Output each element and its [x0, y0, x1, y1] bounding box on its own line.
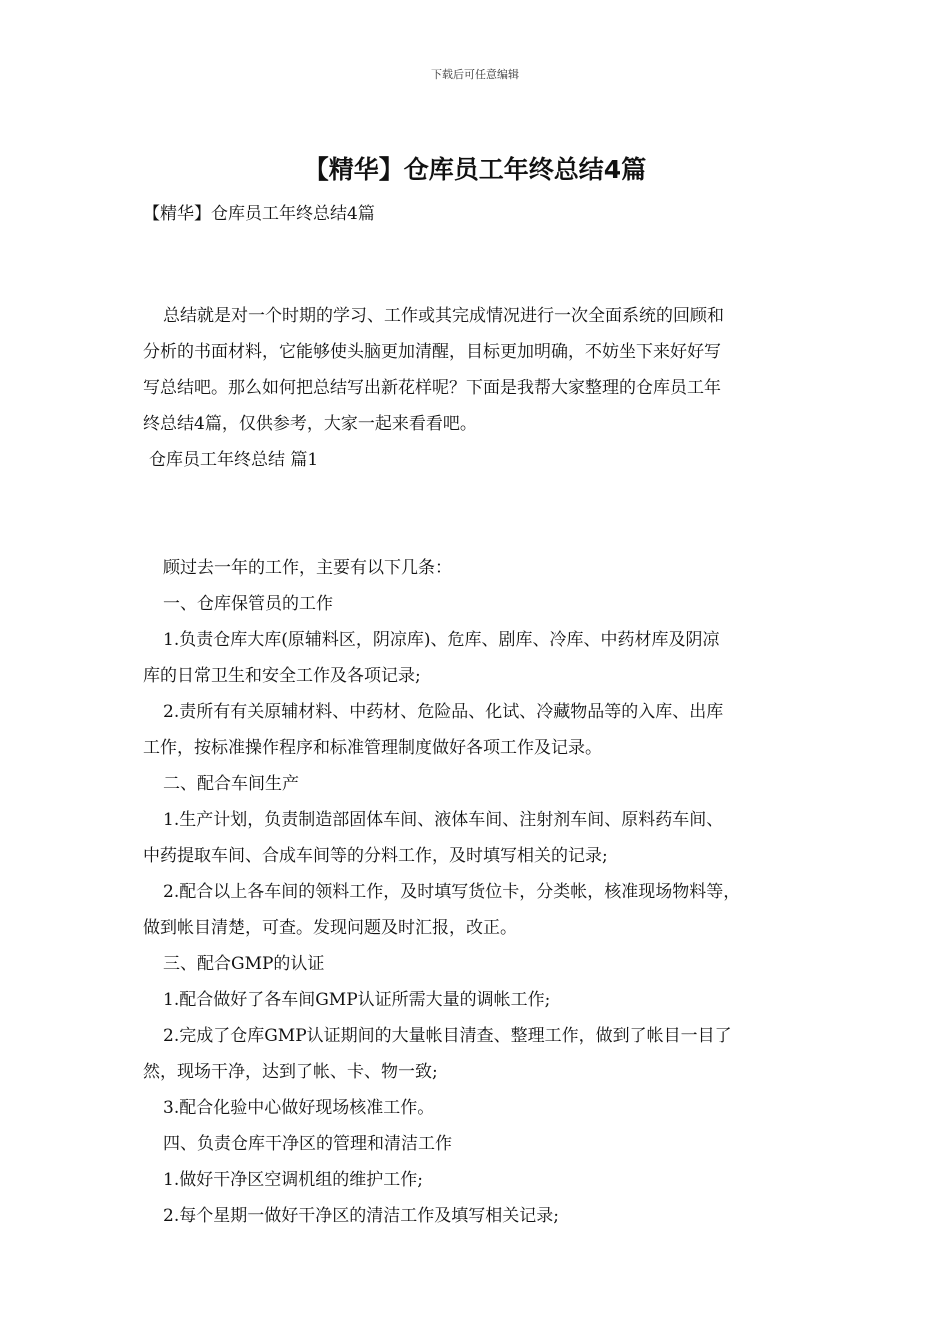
document-subtitle: 【精华】仓库员工年终总结4篇 — [143, 204, 375, 224]
section-heading: 仓库员工年终总结 篇1 — [149, 450, 319, 470]
content-line: 做到帐目清楚，可查。发现问题及时汇报，改正。 — [143, 918, 517, 938]
content-line: 顾过去一年的工作，主要有以下几条： — [163, 558, 452, 578]
content-line: 2.完成了仓库GMP认证期间的大量帐目清查、整理工作，做到了帐目一目了 — [163, 1026, 732, 1046]
content-line: 一、仓库保管员的工作 — [163, 594, 333, 614]
content-line: 中药提取车间、合成车间等的分料工作，及时填写相关的记录; — [143, 846, 608, 866]
content-line: 三、配合GMP的认证 — [163, 954, 325, 974]
content-line: 2.责所有有关原辅材料、中药材、危险品、化试、冷藏物品等的入库、出库 — [163, 702, 724, 722]
content-line: 2.每个星期一做好干净区的清洁工作及填写相关记录; — [163, 1206, 559, 1226]
content-line: 3.配合化验中心做好现场核准工作。 — [163, 1098, 435, 1118]
content-line: 1.生产计划，负责制造部固体车间、液体车间、注射剂车间、原料药车间、 — [163, 810, 724, 830]
spacer — [143, 478, 818, 550]
content-line: 2.配合以上各车间的领料工作，及时填写货位卡，分类帐，核准现场物料等， — [163, 882, 741, 902]
document-body — [143, 298, 818, 1234]
document-title: 【精华】仓库员工年终总结4篇 — [303, 155, 647, 184]
content-line: 1.配合做好了各车间GMP认证所需大量的调帐工作; — [163, 990, 551, 1010]
content-line: 四、负责仓库干净区的管理和清洁工作 — [163, 1134, 452, 1154]
content-line: 二、配合车间生产 — [163, 774, 299, 794]
intro-line: 总结就是对一个时期的学习、工作或其完成情况进行一次全面系统的回顾和 — [163, 306, 724, 326]
content-line: 库的日常卫生和安全工作及各项记录; — [143, 666, 421, 686]
content-line: 工作，按标准操作程序和标准管理制度做好各项工作及记录。 — [143, 738, 602, 758]
intro-line: 写总结吧。那么如何把总结写出新花样呢？下面是我帮大家整理的仓库员工年 — [143, 378, 721, 398]
intro-line: 终总结4篇，仅供参考，大家一起来看看吧。 — [143, 414, 477, 434]
content-line: 1.做好干净区空调机组的维护工作; — [163, 1170, 423, 1190]
content-line: 然，现场干净，达到了帐、卡、物一致; — [143, 1062, 438, 1082]
intro-line: 分析的书面材料，它能够使头脑更加清醒，目标更加明确，不妨坐下来好好写 — [143, 342, 721, 362]
content-line: 1.负责仓库大库(原辅料区，阴凉库)、危库、剧库、冷库、中药材库及阴凉 — [163, 630, 720, 650]
header-note: 下载后可任意编辑 — [431, 68, 519, 81]
